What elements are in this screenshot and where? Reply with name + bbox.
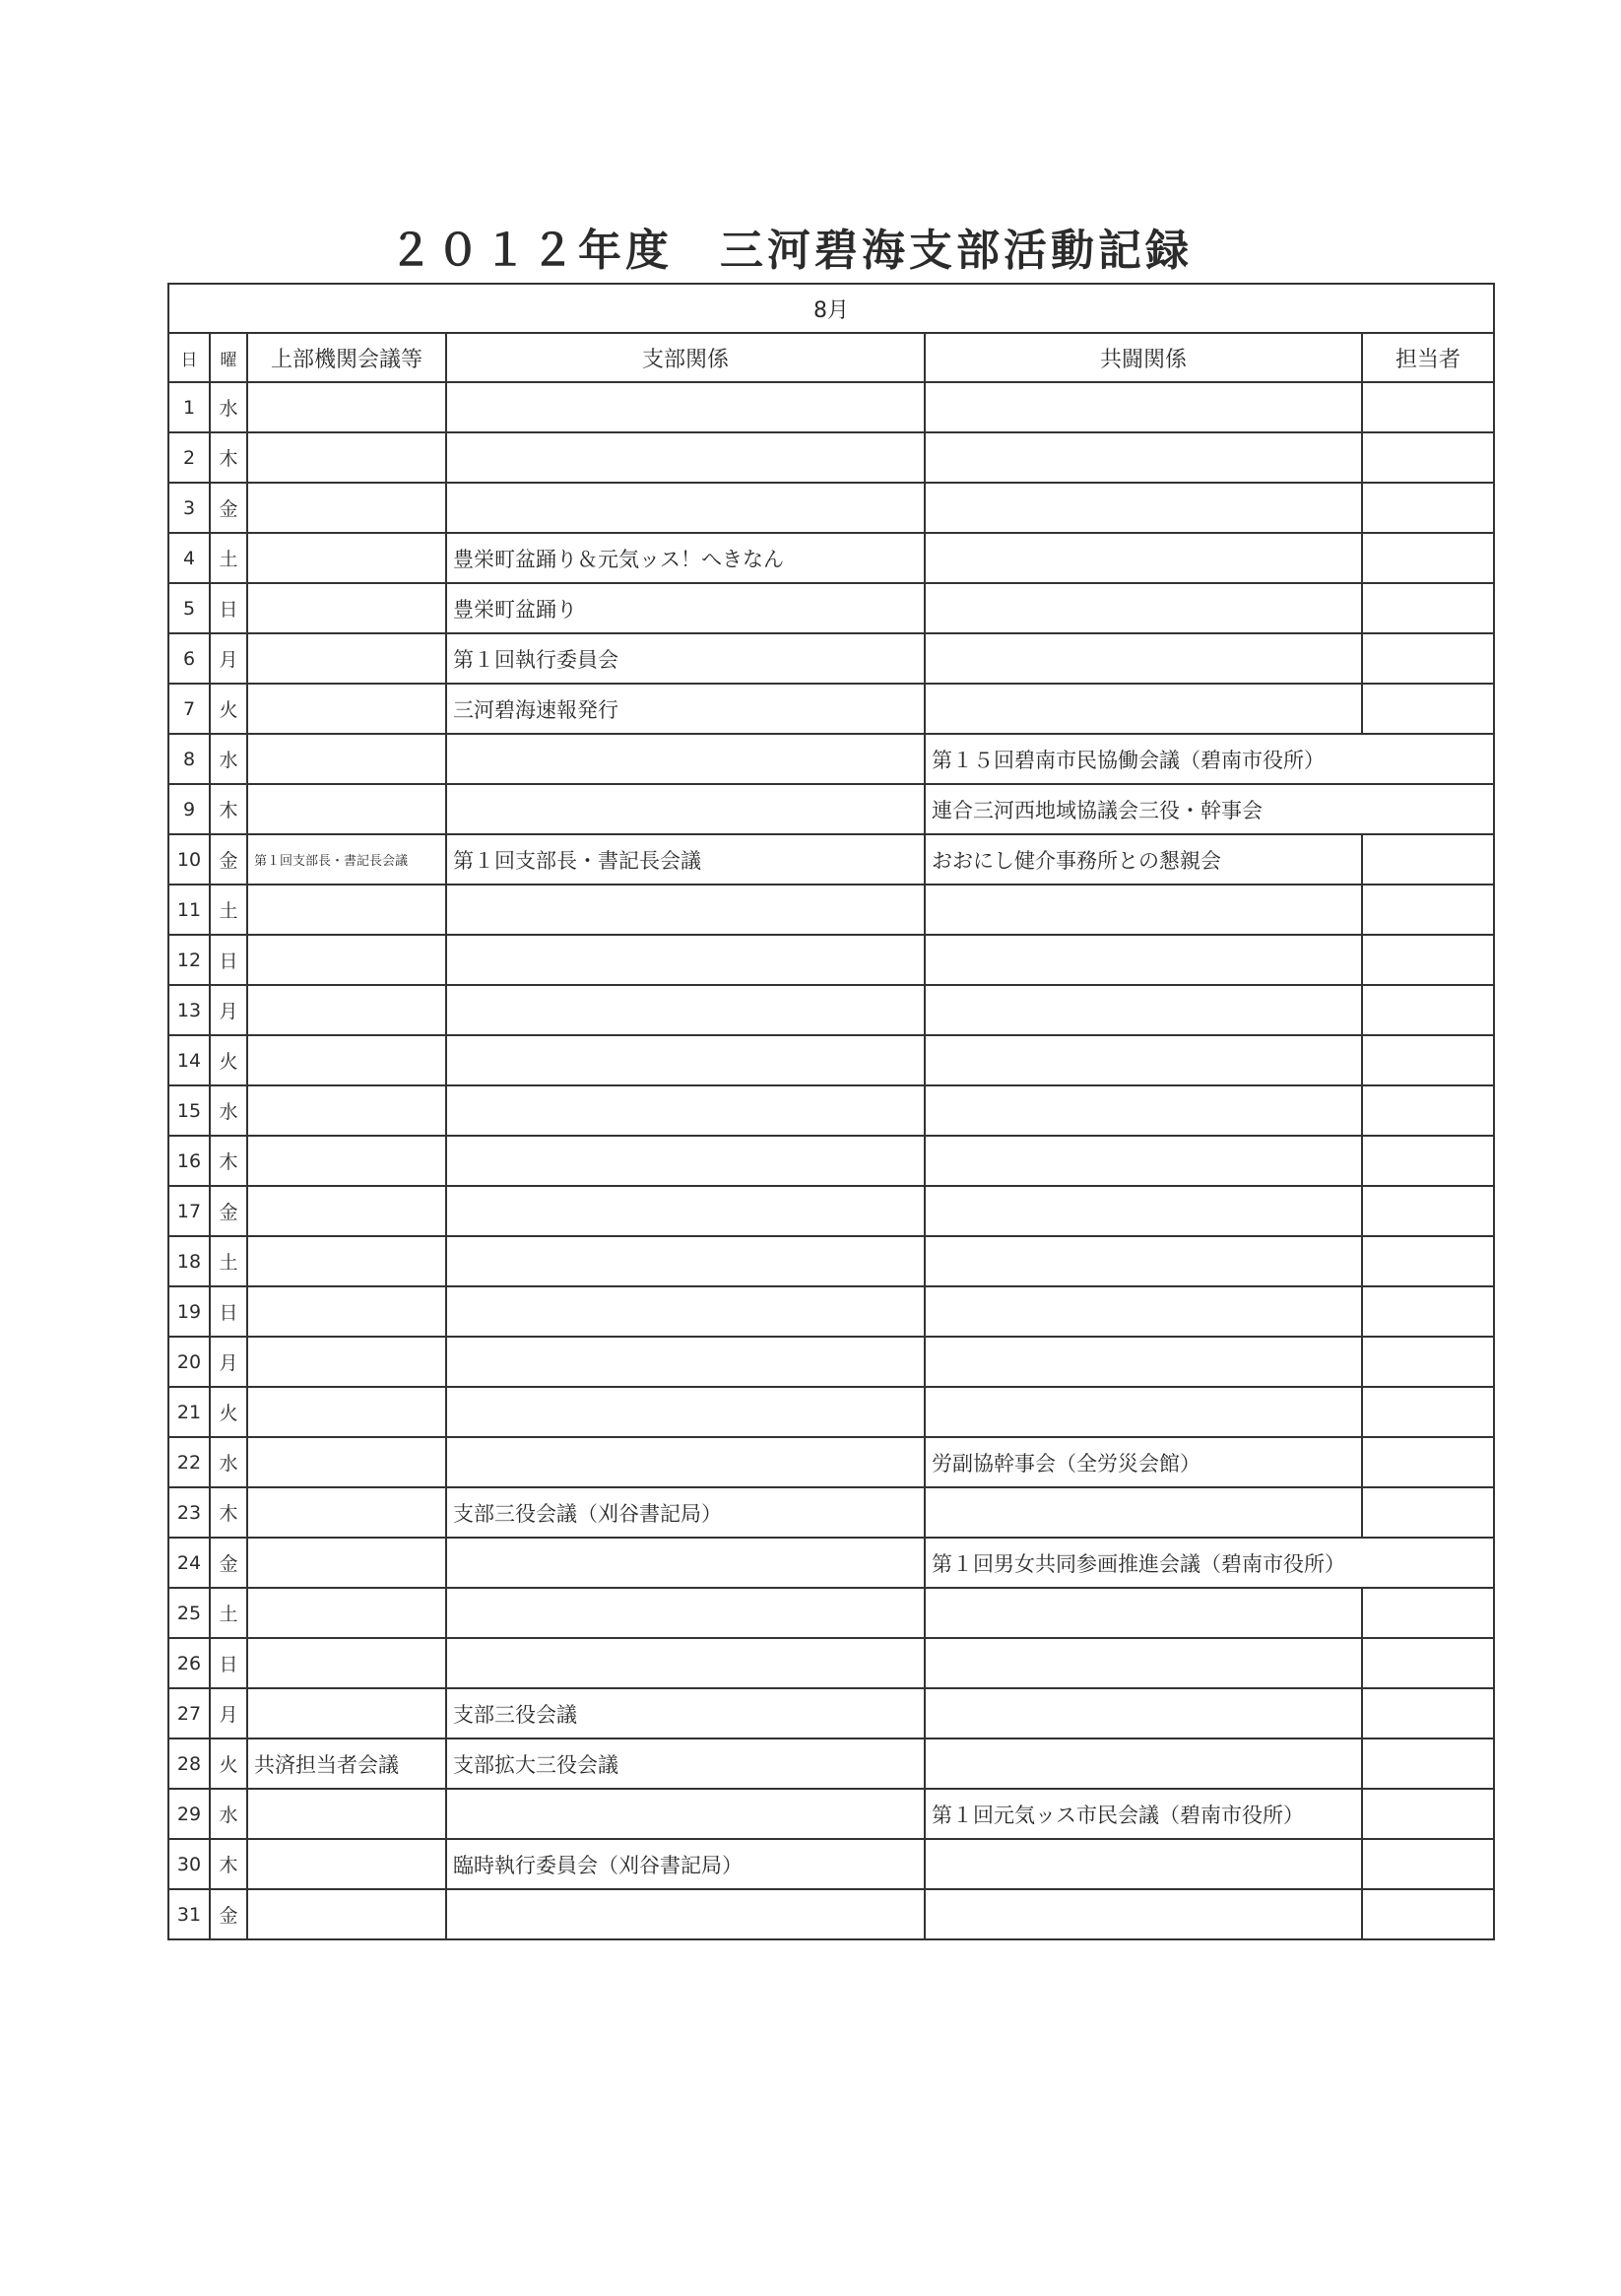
upper-cell bbox=[247, 633, 446, 684]
person-cell bbox=[1362, 1889, 1494, 1939]
table-row bbox=[168, 633, 1494, 684]
weekday-cell: 日 bbox=[210, 583, 247, 633]
day-cell: 16 bbox=[168, 1136, 210, 1186]
person-cell bbox=[1362, 1286, 1494, 1337]
person-cell bbox=[1362, 1186, 1494, 1236]
weekday-cell: 土 bbox=[210, 1236, 247, 1286]
branch-cell: 第１回支部長・書記長会議 bbox=[446, 834, 925, 885]
table-row bbox=[168, 935, 1494, 985]
joint-cell: 第１回男女共同参画推進会議（碧南市役所） bbox=[925, 1538, 1494, 1588]
month-label: 8月 bbox=[168, 284, 1494, 333]
branch-cell bbox=[446, 1136, 925, 1186]
day-cell: 27 bbox=[168, 1688, 210, 1738]
joint-cell bbox=[925, 1136, 1362, 1186]
upper-cell bbox=[247, 1387, 446, 1437]
person-cell bbox=[1362, 1437, 1494, 1487]
person-cell bbox=[1362, 1588, 1494, 1638]
branch-cell bbox=[446, 1186, 925, 1236]
upper-cell bbox=[247, 1588, 446, 1638]
person-cell bbox=[1362, 1337, 1494, 1387]
upper-cell bbox=[247, 1538, 446, 1588]
person-cell bbox=[1362, 382, 1494, 432]
branch-cell: 支部拡大三役会議 bbox=[446, 1738, 925, 1789]
branch-cell bbox=[446, 1889, 925, 1939]
branch-cell: 支部三役会議（刈谷書記局） bbox=[446, 1487, 925, 1538]
upper-cell bbox=[247, 1638, 446, 1688]
upper-cell bbox=[247, 1286, 446, 1337]
header-person: 担当者 bbox=[1362, 333, 1494, 382]
person-cell bbox=[1362, 583, 1494, 633]
person-cell bbox=[1362, 1487, 1494, 1538]
day-cell: 4 bbox=[168, 533, 210, 583]
weekday-cell: 土 bbox=[210, 533, 247, 583]
joint-cell bbox=[925, 1035, 1362, 1085]
branch-cell bbox=[446, 1085, 925, 1136]
page-title: ２０１２年度 三河碧海支部活動記録 bbox=[389, 226, 1193, 276]
weekday-cell: 水 bbox=[210, 1789, 247, 1839]
branch-cell bbox=[446, 1789, 925, 1839]
branch-cell bbox=[446, 1538, 925, 1588]
upper-cell bbox=[247, 885, 446, 935]
table-row bbox=[168, 1136, 1494, 1186]
upper-cell bbox=[247, 1487, 446, 1538]
weekday-cell: 金 bbox=[210, 1889, 247, 1939]
upper-cell bbox=[247, 784, 446, 834]
day-cell: 31 bbox=[168, 1889, 210, 1939]
table-row bbox=[168, 784, 1494, 834]
table-row bbox=[168, 483, 1494, 533]
upper-cell bbox=[247, 1236, 446, 1286]
joint-cell bbox=[925, 935, 1362, 985]
weekday-cell: 木 bbox=[210, 1136, 247, 1186]
branch-cell bbox=[446, 985, 925, 1035]
header-weekday: 曜 bbox=[210, 333, 247, 382]
header-joint: 共闘関係 bbox=[925, 333, 1362, 382]
weekday-cell: 木 bbox=[210, 1839, 247, 1889]
joint-cell bbox=[925, 1337, 1362, 1387]
branch-cell bbox=[446, 1638, 925, 1688]
joint-cell bbox=[925, 432, 1362, 483]
day-cell: 20 bbox=[168, 1337, 210, 1387]
joint-cell bbox=[925, 1638, 1362, 1688]
person-cell bbox=[1362, 935, 1494, 985]
joint-cell bbox=[925, 1588, 1362, 1638]
upper-cell bbox=[247, 1688, 446, 1738]
header-branch: 支部関係 bbox=[446, 333, 925, 382]
day-cell: 1 bbox=[168, 382, 210, 432]
table-row bbox=[168, 1588, 1494, 1638]
day-cell: 11 bbox=[168, 885, 210, 935]
weekday-cell: 水 bbox=[210, 382, 247, 432]
branch-cell bbox=[446, 885, 925, 935]
weekday-cell: 木 bbox=[210, 1487, 247, 1538]
table-row bbox=[168, 885, 1494, 935]
day-cell: 28 bbox=[168, 1738, 210, 1789]
table-row bbox=[168, 1889, 1494, 1939]
table-row bbox=[168, 1437, 1494, 1487]
branch-cell: 臨時執行委員会（刈谷書記局） bbox=[446, 1839, 925, 1889]
upper-cell bbox=[247, 533, 446, 583]
weekday-cell: 月 bbox=[210, 985, 247, 1035]
joint-cell bbox=[925, 583, 1362, 633]
person-cell bbox=[1362, 633, 1494, 684]
day-cell: 8 bbox=[168, 734, 210, 784]
table-row bbox=[168, 684, 1494, 734]
branch-cell bbox=[446, 432, 925, 483]
person-cell bbox=[1362, 1035, 1494, 1085]
upper-cell bbox=[247, 1839, 446, 1889]
table-row bbox=[168, 1387, 1494, 1437]
joint-cell bbox=[925, 1286, 1362, 1337]
joint-cell bbox=[925, 633, 1362, 684]
joint-cell: おおにし健介事務所との懇親会 bbox=[925, 834, 1362, 885]
table-row bbox=[168, 1738, 1494, 1789]
month-row bbox=[168, 284, 1494, 333]
table-row bbox=[168, 1538, 1494, 1588]
day-cell: 12 bbox=[168, 935, 210, 985]
day-cell: 18 bbox=[168, 1236, 210, 1286]
branch-cell bbox=[446, 1035, 925, 1085]
weekday-cell: 木 bbox=[210, 784, 247, 834]
person-cell bbox=[1362, 1789, 1494, 1839]
joint-cell bbox=[925, 382, 1362, 432]
branch-cell bbox=[446, 1236, 925, 1286]
day-cell: 6 bbox=[168, 633, 210, 684]
day-cell: 30 bbox=[168, 1839, 210, 1889]
upper-cell bbox=[247, 432, 446, 483]
table-row bbox=[168, 1487, 1494, 1538]
upper-cell bbox=[247, 684, 446, 734]
header-day: 日 bbox=[168, 333, 210, 382]
activity-log-table bbox=[167, 283, 1495, 1940]
branch-cell bbox=[446, 483, 925, 533]
branch-cell bbox=[446, 1337, 925, 1387]
joint-cell bbox=[925, 985, 1362, 1035]
table-row bbox=[168, 1839, 1494, 1889]
weekday-cell: 水 bbox=[210, 1437, 247, 1487]
upper-cell: 共済担当者会議 bbox=[247, 1738, 446, 1789]
person-cell bbox=[1362, 1136, 1494, 1186]
table-row bbox=[168, 1337, 1494, 1387]
person-cell bbox=[1362, 483, 1494, 533]
person-cell bbox=[1362, 1085, 1494, 1136]
joint-cell: 第１回元気ッス市民会議（碧南市役所） bbox=[925, 1789, 1362, 1839]
weekday-cell: 土 bbox=[210, 885, 247, 935]
day-cell: 15 bbox=[168, 1085, 210, 1136]
upper-cell bbox=[247, 1337, 446, 1387]
joint-cell: 労副協幹事会（全労災会館） bbox=[925, 1437, 1362, 1487]
joint-cell bbox=[925, 1487, 1362, 1538]
joint-cell bbox=[925, 684, 1362, 734]
upper-cell bbox=[247, 1035, 446, 1085]
weekday-cell: 火 bbox=[210, 1387, 247, 1437]
table-row bbox=[168, 432, 1494, 483]
weekday-cell: 金 bbox=[210, 1538, 247, 1588]
weekday-cell: 土 bbox=[210, 1588, 247, 1638]
table-row bbox=[168, 382, 1494, 432]
table-row bbox=[168, 734, 1494, 784]
upper-cell bbox=[247, 935, 446, 985]
person-cell bbox=[1362, 1688, 1494, 1738]
upper-cell bbox=[247, 1889, 446, 1939]
day-cell: 29 bbox=[168, 1789, 210, 1839]
weekday-cell: 金 bbox=[210, 834, 247, 885]
weekday-cell: 日 bbox=[210, 1286, 247, 1337]
person-cell bbox=[1362, 432, 1494, 483]
branch-cell bbox=[446, 784, 925, 834]
person-cell bbox=[1362, 1387, 1494, 1437]
day-cell: 17 bbox=[168, 1186, 210, 1236]
day-cell: 14 bbox=[168, 1035, 210, 1085]
branch-cell bbox=[446, 1437, 925, 1487]
branch-cell bbox=[446, 1387, 925, 1437]
day-cell: 21 bbox=[168, 1387, 210, 1437]
joint-cell bbox=[925, 1839, 1362, 1889]
joint-cell bbox=[925, 1889, 1362, 1939]
branch-cell: 第１回執行委員会 bbox=[446, 633, 925, 684]
joint-cell bbox=[925, 1186, 1362, 1236]
day-cell: 3 bbox=[168, 483, 210, 533]
person-cell bbox=[1362, 985, 1494, 1035]
joint-cell: 第１５回碧南市民協働会議（碧南市役所） bbox=[925, 734, 1494, 784]
table-row bbox=[168, 1186, 1494, 1236]
weekday-cell: 月 bbox=[210, 633, 247, 684]
joint-cell: 連合三河西地域協議会三役・幹事会 bbox=[925, 784, 1494, 834]
upper-cell bbox=[247, 734, 446, 784]
branch-cell bbox=[446, 1286, 925, 1337]
table-row bbox=[168, 1236, 1494, 1286]
day-cell: 10 bbox=[168, 834, 210, 885]
day-cell: 25 bbox=[168, 1588, 210, 1638]
table-row bbox=[168, 1688, 1494, 1738]
table-row bbox=[168, 533, 1494, 583]
day-cell: 2 bbox=[168, 432, 210, 483]
table-row bbox=[168, 1286, 1494, 1337]
branch-cell: 三河碧海速報発行 bbox=[446, 684, 925, 734]
person-cell bbox=[1362, 1236, 1494, 1286]
upper-cell bbox=[247, 382, 446, 432]
day-cell: 9 bbox=[168, 784, 210, 834]
joint-cell bbox=[925, 885, 1362, 935]
joint-cell bbox=[925, 533, 1362, 583]
upper-cell bbox=[247, 985, 446, 1035]
day-cell: 7 bbox=[168, 684, 210, 734]
header-row bbox=[168, 333, 1494, 382]
upper-cell bbox=[247, 1136, 446, 1186]
day-cell: 22 bbox=[168, 1437, 210, 1487]
weekday-cell: 木 bbox=[210, 432, 247, 483]
day-cell: 23 bbox=[168, 1487, 210, 1538]
table-row bbox=[168, 985, 1494, 1035]
weekday-cell: 金 bbox=[210, 483, 247, 533]
branch-cell bbox=[446, 935, 925, 985]
weekday-cell: 金 bbox=[210, 1186, 247, 1236]
person-cell bbox=[1362, 684, 1494, 734]
day-cell: 5 bbox=[168, 583, 210, 633]
joint-cell bbox=[925, 1688, 1362, 1738]
header-upper: 上部機関会議等 bbox=[247, 333, 446, 382]
weekday-cell: 水 bbox=[210, 1085, 247, 1136]
table-row bbox=[168, 1638, 1494, 1688]
person-cell bbox=[1362, 1638, 1494, 1688]
upper-cell bbox=[247, 1085, 446, 1136]
joint-cell bbox=[925, 483, 1362, 533]
upper-cell bbox=[247, 583, 446, 633]
branch-cell bbox=[446, 1588, 925, 1638]
weekday-cell: 火 bbox=[210, 1035, 247, 1085]
person-cell bbox=[1362, 834, 1494, 885]
branch-cell: 豊栄町盆踊り bbox=[446, 583, 925, 633]
joint-cell bbox=[925, 1738, 1362, 1789]
person-cell bbox=[1362, 885, 1494, 935]
upper-cell bbox=[247, 1437, 446, 1487]
day-cell: 13 bbox=[168, 985, 210, 1035]
weekday-cell: 火 bbox=[210, 684, 247, 734]
weekday-cell: 水 bbox=[210, 734, 247, 784]
upper-cell bbox=[247, 1789, 446, 1839]
joint-cell bbox=[925, 1236, 1362, 1286]
table-row bbox=[168, 834, 1494, 885]
person-cell bbox=[1362, 1738, 1494, 1789]
table-row bbox=[168, 1789, 1494, 1839]
branch-cell: 支部三役会議 bbox=[446, 1688, 925, 1738]
day-cell: 24 bbox=[168, 1538, 210, 1588]
upper-cell bbox=[247, 483, 446, 533]
table-row bbox=[168, 583, 1494, 633]
table-row bbox=[168, 1085, 1494, 1136]
person-cell bbox=[1362, 533, 1494, 583]
branch-cell bbox=[446, 734, 925, 784]
branch-cell bbox=[446, 382, 925, 432]
weekday-cell: 月 bbox=[210, 1688, 247, 1738]
person-cell bbox=[1362, 1839, 1494, 1889]
day-cell: 19 bbox=[168, 1286, 210, 1337]
weekday-cell: 火 bbox=[210, 1738, 247, 1789]
weekday-cell: 日 bbox=[210, 1638, 247, 1688]
joint-cell bbox=[925, 1387, 1362, 1437]
weekday-cell: 日 bbox=[210, 935, 247, 985]
weekday-cell: 月 bbox=[210, 1337, 247, 1387]
table-row bbox=[168, 1035, 1494, 1085]
day-cell: 26 bbox=[168, 1638, 210, 1688]
upper-cell: 第１回支部長・書記長会議 bbox=[247, 834, 446, 885]
upper-cell bbox=[247, 1186, 446, 1236]
joint-cell bbox=[925, 1085, 1362, 1136]
branch-cell: 豊栄町盆踊り＆元気ッス！へきなん bbox=[446, 533, 925, 583]
